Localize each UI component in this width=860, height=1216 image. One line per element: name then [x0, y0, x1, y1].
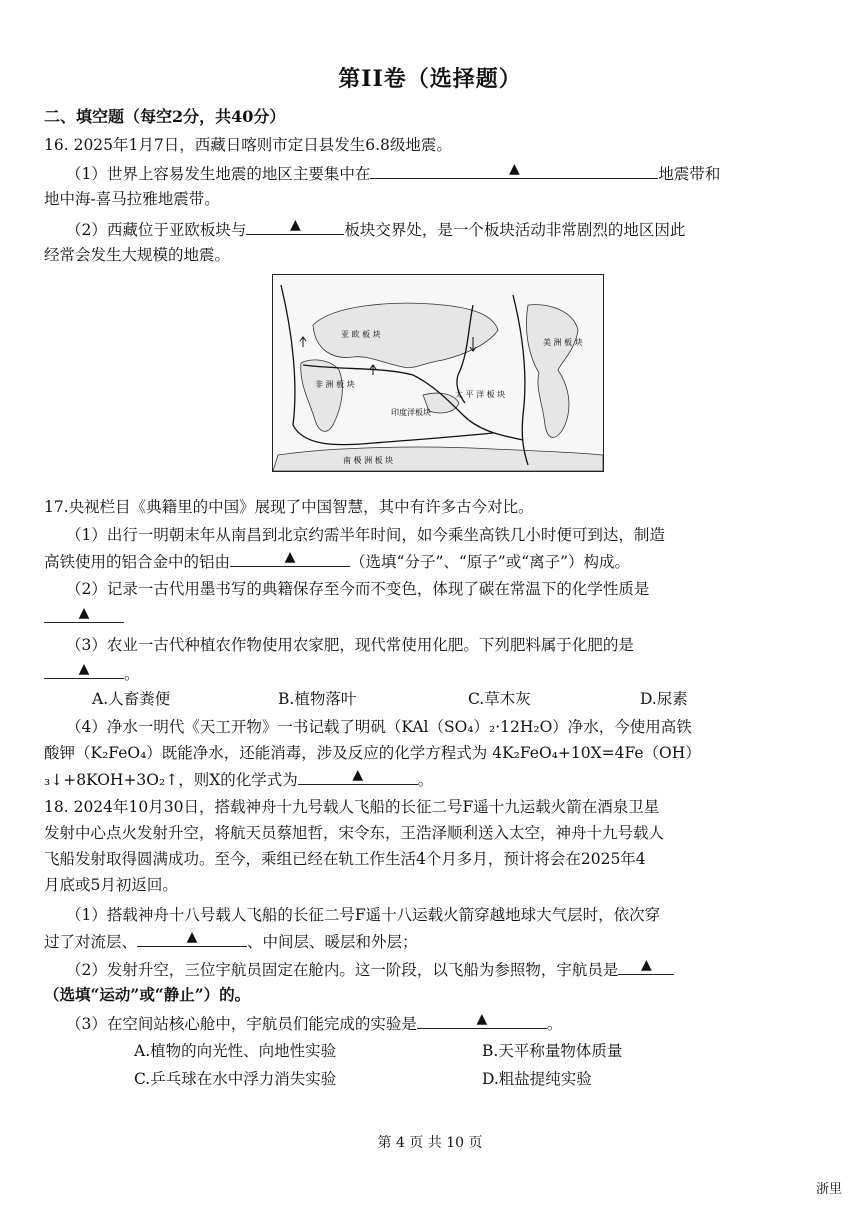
q17-part3: （3）农业一古代种植农作物使用农家肥，现代常使用化肥。下列肥料属于化肥的是 [66, 636, 634, 654]
q17-part4-cont: 酸钾（K₂FeO₄）既能净水，还能消毒，涉及反应的化学方程式为 4K₂FeO₄+10X=4Fe（OH） [44, 744, 701, 762]
q16-part2-cont: 经常会发生大规模的地震。 [44, 246, 231, 264]
q18-line4: 月底或5月初返回。 [44, 876, 178, 894]
q18-part1-cont: 过了对流层、 ▲ 、中间层、暖层和外层； [44, 929, 418, 951]
map-label-pacific: 太 平 洋 板 块 [455, 390, 506, 399]
q18-part2: （2）发射升空，三位宇航员固定在舱内。这一阶段，以飞船为参照物，宇航员是 ▲ [66, 958, 674, 981]
q18-line2: 发射中心点火发射升空，将航天员蔡旭哲，宋令东，王浩泽顺利送入太空，神舟十九号载人 [44, 824, 665, 842]
answer-blank[interactable] [298, 768, 418, 785]
q17-part2-blank [44, 606, 124, 629]
map-label-indian: 印度洋板块 [391, 408, 431, 417]
answer-blank[interactable] [137, 930, 247, 947]
answer-marker-icon: ▲ [352, 767, 364, 783]
answer-marker-icon: ▲ [78, 661, 90, 677]
q18-option-a: A.植物的向光性、向地性实验 [134, 1042, 337, 1060]
answer-marker-icon: ▲ [186, 929, 198, 945]
answer-marker-icon: ▲ [284, 549, 296, 565]
answer-marker-icon: ▲ [78, 605, 90, 621]
q17-part2: （2）记录一古代用墨书写的典籍保存至今而不变色，体现了碳在常温下的化学性质是 [66, 580, 650, 598]
q17-option-c: C.草木灰 [468, 690, 531, 708]
section-heading: 二、填空题（每空2分，共40分） [44, 107, 286, 126]
plate-map [272, 274, 604, 472]
answer-marker-icon: ▲ [508, 161, 520, 177]
q18-option-d: D.粗盐提纯实验 [482, 1070, 592, 1088]
q17-part1: （1）出行一明朝末年从南昌到北京约需半年时间，如今乘坐高铁几小时便可到达，制造 [66, 526, 665, 544]
answer-marker-icon: ▲ [640, 957, 652, 973]
q17-option-b: B.植物落叶 [278, 690, 357, 708]
q18-part3: （3）在空间站核心舱中，宇航员们能完成的实验是 ▲ 。 [66, 1011, 563, 1033]
q18-part1: （1）搭载神舟十八号载人飞船的长征二号F遥十八运载火箭穿越地球大气层时，依次穿 [66, 906, 661, 924]
answer-marker-icon: ▲ [289, 217, 301, 233]
q17-part1-cont: 高铁使用的铝合金中的铝由 ▲ （选填“分子”、“原子”或“离子”）构成。 [44, 549, 631, 571]
q18-part2-cont: （选填“运动”或“静止”）的。 [44, 985, 251, 1004]
q17-part4: （4）净水一明代《天工开物》一书记载了明矾（KAl（SO₄）₂·12H₂O）净水，今使用高铁 [66, 718, 692, 736]
map-label-eurasia: 亚 欧 板 块 [341, 330, 381, 339]
answer-blank[interactable] [44, 662, 124, 679]
q16-part2: （2）西藏位于亚欧板块与 ▲ 板块交界处，是一个板块活动非常剧烈的地区因此 [66, 217, 686, 239]
q17-option-d: D.尿素 [640, 690, 688, 708]
answer-blank[interactable] [44, 606, 124, 623]
source-stamp: 浙里 [816, 1182, 843, 1197]
answer-blank[interactable] [618, 958, 674, 975]
map-label-antarctic: 南 极 洲 板 块 [343, 456, 394, 465]
q17-part3-blank: ▲ 。 [44, 662, 140, 685]
page-number: 第 4 页 共 10 页 [377, 1135, 483, 1151]
q18-option-b: B.天平称量物体质量 [482, 1042, 623, 1060]
q18-line3: 飞船发射取得圆满成功。至今，乘组已经在轨工作生活4个月多月，预计将会在2025年4 [44, 850, 646, 868]
answer-blank[interactable] [370, 162, 658, 179]
answer-blank[interactable] [246, 218, 344, 235]
answer-blank[interactable] [230, 550, 350, 567]
map-label-america: 美 洲 板 块 [543, 338, 583, 347]
section-title: 第II卷（选择题） [338, 66, 522, 92]
answer-blank[interactable] [417, 1012, 547, 1029]
q18-line1: 18. 2024年10月30日，搭载神舟十九号载人飞船的长征二号F遥十九运载火箭在酒泉卫星 [44, 798, 660, 816]
q17-stem: 17.央视栏目《典籍里的中国》展现了中国智慧，其中有许多古今对比。 [44, 498, 534, 516]
q16-part1: （1）世界上容易发生地震的地区主要集中在 ▲ 地震带和 [66, 161, 721, 183]
map-label-africa: 非 洲 板 块 [315, 380, 355, 389]
answer-marker-icon: ▲ [476, 1011, 488, 1027]
q16-part1-cont: 地中海-喜马拉雅地震带。 [44, 190, 220, 208]
world-plates-map-image [273, 275, 603, 471]
q16-stem: 16. 2025年1月7日，西藏日喀则市定日县发生6.8级地震。 [44, 136, 452, 154]
q17-part4-cont2: ₃↓+8KOH+3O₂↑，则X的化学式为 ▲ 。 [44, 767, 434, 789]
q17-option-a: A.人畜粪便 [92, 690, 171, 708]
q18-option-c: C.乒乓球在水中浮力消失实验 [134, 1070, 337, 1088]
